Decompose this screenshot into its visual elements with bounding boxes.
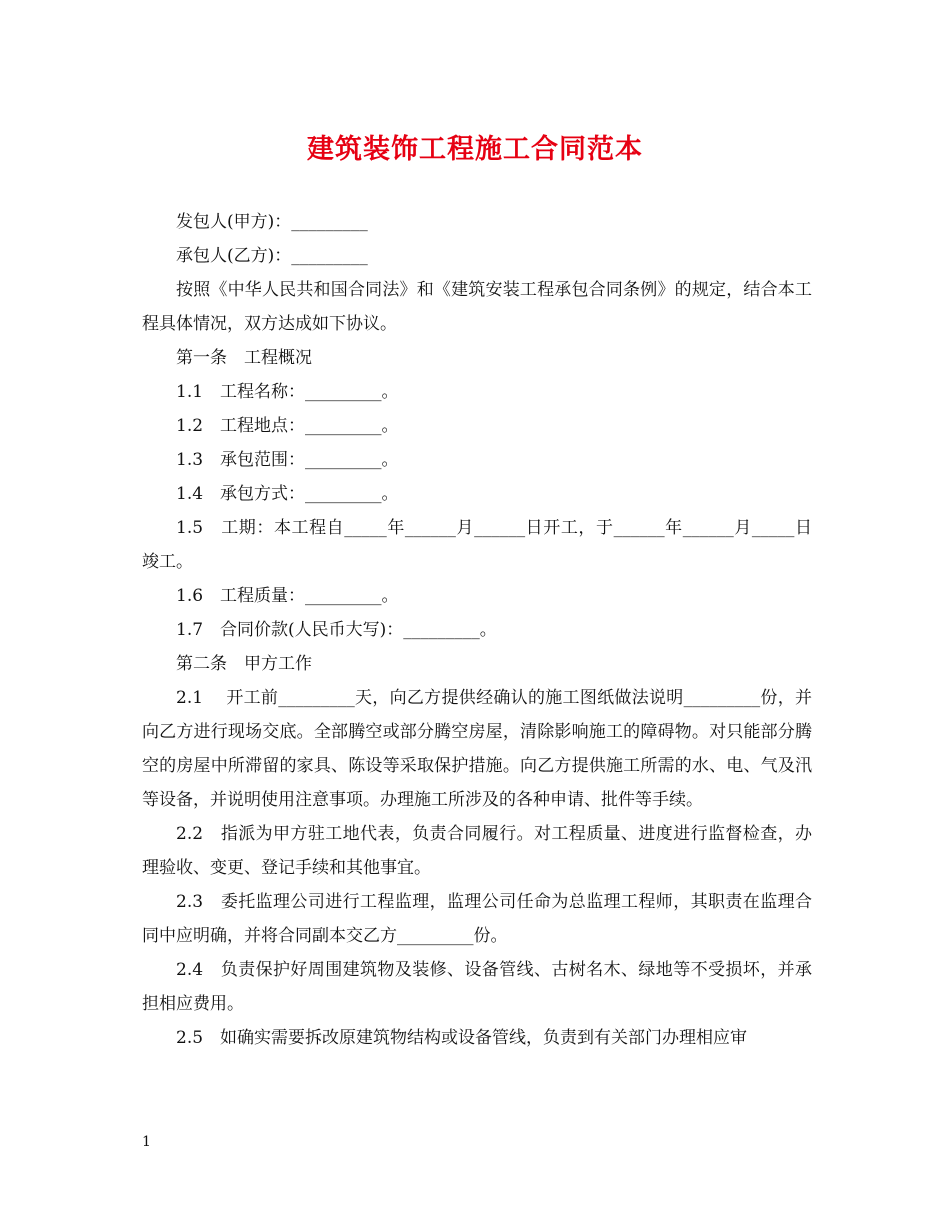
paragraph: 承包人(乙方)：_________ (176, 246, 368, 266)
paragraph: 第一条 工程概况 (176, 348, 312, 368)
paragraph: 1.1 工程名称：_________。 (176, 382, 399, 402)
paragraph: 2.2 指派为甲方驻工地代表，负责合同履行。对工程质量、进度进行监督检查，办理验收、变更、登记手续和其他事宜。 (142, 824, 812, 878)
paragraph: 2.4 负责保护好周围建筑物及装修、设备管线、古树名木、绿地等不受损坏，并承担相应费用。 (142, 960, 812, 1014)
paragraph: 按照《中华人民共和国合同法》和《建筑安装工程承包合同条例》的规定，结合本工程具体情况，双方达成如下协议。 (142, 280, 812, 334)
paragraph: 1.4 承包方式：_________。 (176, 484, 399, 504)
paragraph: 第二条 甲方工作 (176, 654, 312, 674)
page-number: 1 (142, 1134, 151, 1150)
paragraph: 1.7 合同价款(人民币大写)：_________。 (176, 620, 497, 640)
document-body (142, 205, 812, 1055)
paragraph: 1.5 工期：本工程自_____年______月______日开工，于______年______月_____日竣工。 (142, 518, 812, 572)
paragraph: 2.3 委托监理公司进行工程监理，监理公司任命为总监理工程师，其职责在监理合同中应明确，并将合同副本交乙方_________份。 (142, 892, 812, 946)
paragraph: 发包人(甲方)：_________ (176, 212, 368, 232)
paragraph: 2.1 开工前_________天，向乙方提供经确认的施工图纸做法说明_________份，并向乙方进行现场交底。全部腾空或部分腾空房屋，清除影响施工的障碍物。对只能部分腾空的房屋中所滞留的家具、陈设等采取保护措施。向乙方提供施工所需的水、电、气及汛等设备，并说明使用注意事项。办理施工所涉及的各种申请、批件等手续。 (142, 688, 812, 810)
paragraph: 1.3 承包范围：_________。 (176, 450, 399, 470)
document-title: 建筑装饰工程施工合同范本 (307, 134, 643, 165)
paragraph: 1.2 工程地点：_________。 (176, 416, 399, 436)
paragraph: 2.5 如确实需要拆改原建筑物结构或设备管线，负责到有关部门办理相应审 (176, 1028, 748, 1048)
paragraph: 1.6 工程质量：_________。 (176, 586, 399, 606)
